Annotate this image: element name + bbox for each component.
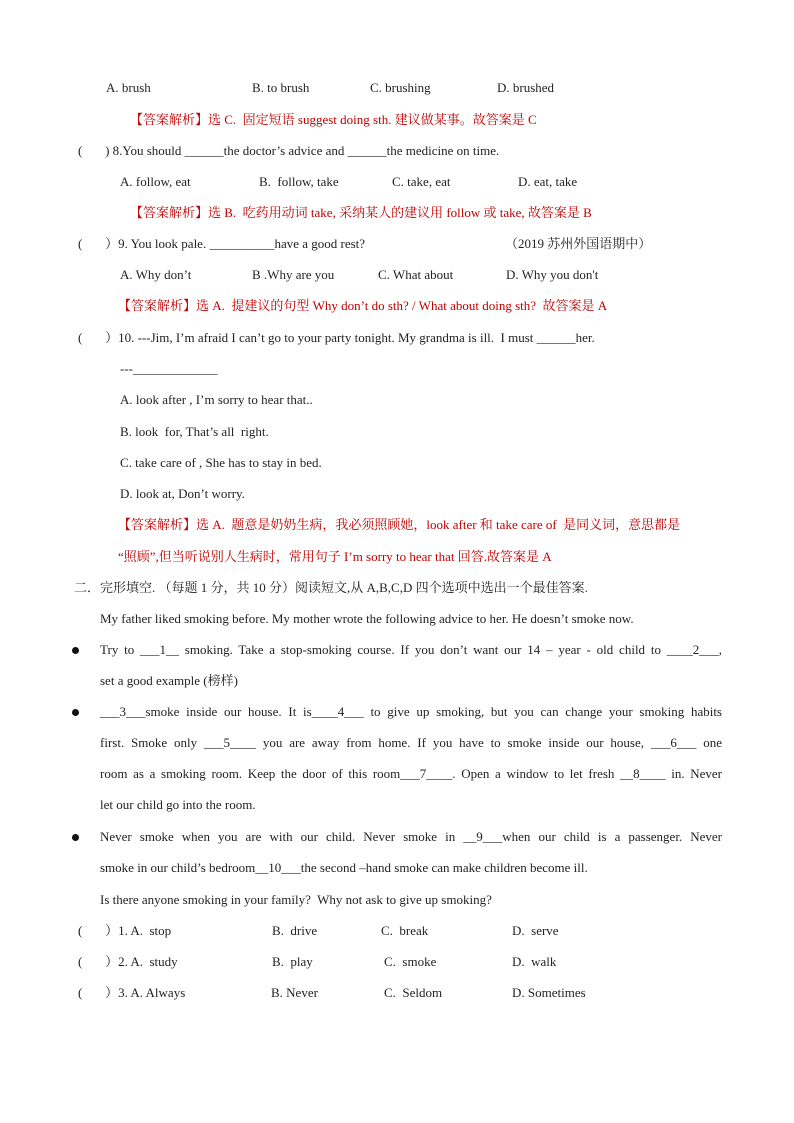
cloze-option-b: B. drive <box>272 923 318 938</box>
bullet-icon <box>72 834 79 841</box>
cloze-option-d: D. Sometimes <box>512 985 586 1000</box>
q7-options <box>0 80 794 96</box>
bullet3-line: smoke in our child’s bedroom__10___the second –hand smoke can make children become ill. <box>100 860 588 875</box>
q9-question: ( ）9. You look pale. __________have a good rest? <box>78 236 366 251</box>
q8-option-b: B. follow, take <box>259 174 339 189</box>
cloze-option-b: B. play <box>272 954 313 969</box>
q10-option-d: D. look at, Don’t worry. <box>120 486 245 501</box>
cloze-option-b: B. Never <box>271 985 318 1000</box>
q9-answer: 【答案解析】选 A. 提建议的句型 Why don’t do sth? / What about doing sth? 故答案是 A <box>118 298 608 313</box>
q10-option-a: A. look after , I’m sorry to hear that.. <box>120 392 313 407</box>
q8-option-a: A. follow, eat <box>120 174 191 189</box>
bullet3-line: Never smoke when you are with our child. Never smoke in __9___when our child is a passenger. Never <box>100 829 722 844</box>
q8-answer: 【答案解析】选 B. 吃药用动词 take, 采纳某人的建议用 follow 或 take, 故答案是 B <box>130 205 592 220</box>
cloze-option-c: C. smoke <box>384 954 437 969</box>
bullet1-line: set a good example (榜样) <box>100 673 238 688</box>
cloze-row <box>0 954 794 970</box>
bullet2-line: room as a smoking room. Keep the door of this room___7____. Open a window to let fresh __8____ in. Never <box>100 766 722 781</box>
q8-option-d: D. eat, take <box>518 174 578 189</box>
q9-option-c: C. What about <box>378 267 454 282</box>
cloze-number-a: ( ）2. A. study <box>78 954 178 969</box>
bullet2-line: let our child go into the room. <box>100 797 256 812</box>
cloze-option-d: D. serve <box>512 923 559 938</box>
q8-question: ( ) 8.You should ______the doctor’s advice and ______the medicine on time. <box>78 143 500 158</box>
bullet2-paragraph <box>100 704 722 813</box>
q10-answer-line1: 【答案解析】选 A. 题意是奶奶生病，我必须照顾她，look after 和 take care of 是同义词，意思都是 <box>118 517 681 532</box>
cloze-number-a: ( ）1. A. stop <box>78 923 172 938</box>
cloze-number-a: ( ）3. A. Always <box>78 985 186 1000</box>
bullet1-line: Try to ___1__ smoking. Take a stop-smoking course. If you don’t want our 14 – year - old child to ____2___, <box>100 642 722 657</box>
q7-option-b: B. to brush <box>252 80 310 95</box>
q7-option-d: D. brushed <box>497 80 555 95</box>
q9-option-b: B .Why are you <box>252 267 335 282</box>
bullet2-line: first. Smoke only ___5____ you are away from home. If you have to smoke inside our house, ___6___ one <box>100 735 722 750</box>
q8-option-c: C. take, eat <box>392 174 451 189</box>
q8-options <box>0 174 794 190</box>
section2-closing: Is there anyone smoking in your family? Why not ask to give up smoking? <box>100 892 492 907</box>
bullet3-paragraph <box>100 829 722 876</box>
bullet2-line: ___3___smoke inside our house. It is____4___ to give up smoking, but you can change your smoking habits <box>100 704 722 719</box>
q7-option-c: C. brushing <box>370 80 431 95</box>
section2-heading: 二．完形填空. （每题 1 分，共 10 分）阅读短文,从 A,B,C,D 四个选项中选出一个最佳答案. <box>74 580 588 595</box>
cloze-option-c: C. Seldom <box>384 985 443 1000</box>
q7-answer: 【答案解析】选 C. 固定短语 suggest doing sth. 建议做某事。故答案是 C <box>130 112 537 127</box>
q10-question: ( ）10. ---Jim, I’m afraid I can’t go to your party tonight. My grandma is ill. I must ______her. <box>78 330 595 345</box>
cloze-option-c: C. break <box>381 923 429 938</box>
q9-option-a: A. Why don’t <box>120 267 192 282</box>
cloze-row <box>0 923 794 939</box>
cloze-row <box>0 985 794 1001</box>
q7-option-a: A. brush <box>106 80 151 95</box>
cloze-option-d: D. walk <box>512 954 557 969</box>
q9-option-d: D. Why you don't <box>506 267 599 282</box>
q9-source: （2019 苏州外国语期中） <box>505 236 652 251</box>
q10-blank-line: ---_____________ <box>120 361 218 376</box>
q10-option-b: B. look for, That’s all right. <box>120 424 269 439</box>
bullet-icon <box>72 709 79 716</box>
q10-answer-line2: “照顾”,但当听说别人生病时，常用句子 I’m sorry to hear that 回答.故答案是 A <box>118 549 552 564</box>
q9-options <box>0 267 794 283</box>
bullet1-paragraph <box>100 642 722 689</box>
section2-intro: My father liked smoking before. My mother wrote the following advice to her. He doesn’t smoke now. <box>100 611 634 626</box>
q10-option-c: C. take care of , She has to stay in bed. <box>120 455 322 470</box>
bullet-icon <box>72 647 79 654</box>
